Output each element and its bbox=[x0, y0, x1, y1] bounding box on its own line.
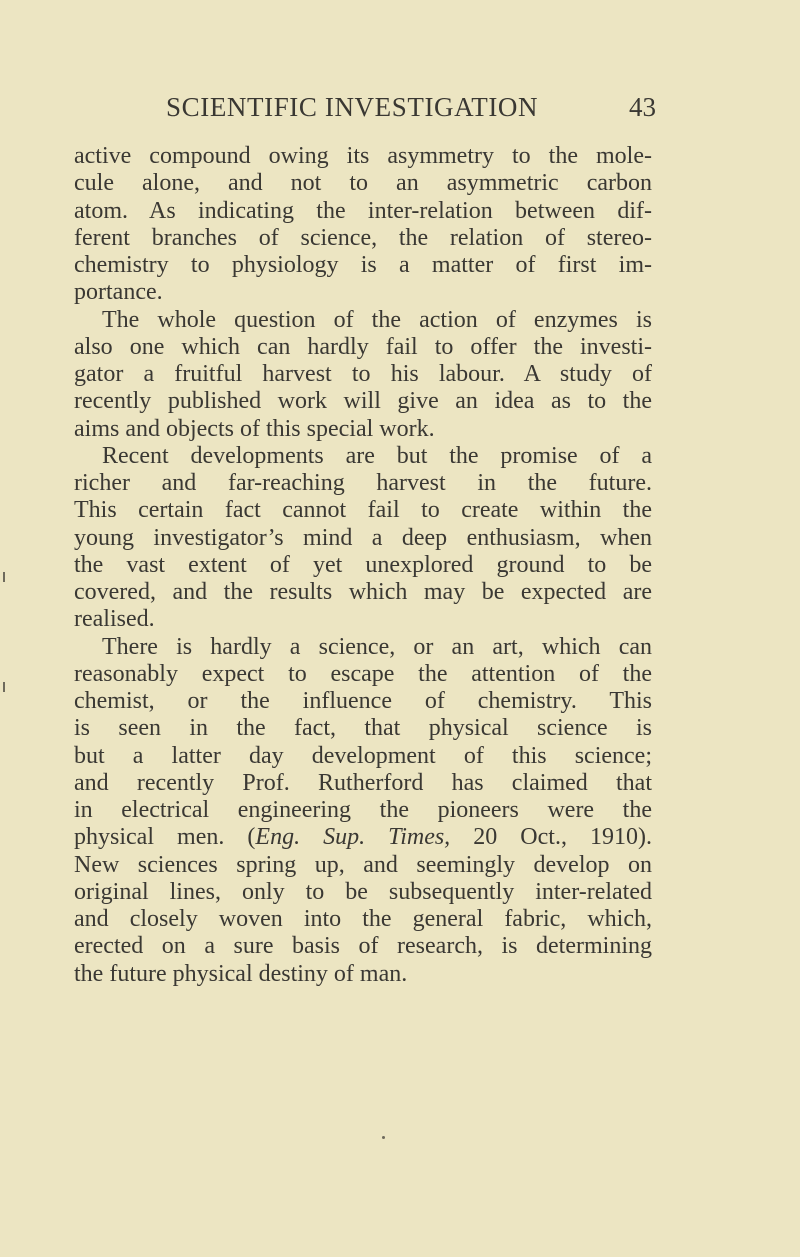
text-line: gator a fruitful harvest to his labour. A study of bbox=[74, 361, 652, 387]
citation-text-before: physical men. ( bbox=[74, 824, 256, 851]
body-text bbox=[74, 143, 652, 988]
text-line: young investigator’s mind a deep enthusiasm, when bbox=[74, 524, 652, 551]
paragraph-start-line: The whole question of the action of enzymes is bbox=[102, 306, 652, 333]
paragraph-start-line: There is hardly a science, or an art, which can bbox=[102, 633, 652, 660]
paragraph-start-line: Recent developments are but the promise of a bbox=[102, 442, 652, 469]
text-line: the vast extent of yet unexplored ground to be bbox=[74, 551, 652, 578]
text-line: erected on a sure basis of research, is determining bbox=[74, 933, 652, 960]
running-title: SCIENTIFIC INVESTIGATION bbox=[166, 92, 539, 122]
text-line: atom. As indicating the inter-relation between dif- bbox=[74, 197, 652, 224]
citation-journal: Eng. Sup. Times, bbox=[255, 824, 451, 851]
margin-mark bbox=[3, 572, 5, 582]
text-line: New sciences spring up, and seemingly develop on bbox=[74, 851, 652, 878]
text-line: recently published work will give an idea as to the bbox=[74, 388, 652, 415]
page-number: 43 bbox=[629, 92, 656, 122]
page-header bbox=[166, 92, 656, 128]
text-line: in electrical engineering the pioneers were the bbox=[74, 797, 652, 823]
text-line: aims and objects of this special work. bbox=[74, 415, 435, 442]
text-line: richer and far-reaching harvest in the future. bbox=[74, 470, 652, 496]
text-line: chemistry to physiology is a matter of first im- bbox=[74, 252, 652, 278]
text-line: covered, and the results which may be expected are bbox=[74, 579, 652, 605]
text-line: and closely woven into the general fabric, which, bbox=[74, 906, 652, 932]
text-line: but a latter day development of this science; bbox=[74, 742, 652, 769]
text-line: ferent branches of science, the relation of stereo- bbox=[74, 224, 652, 251]
text-line: the future physical destiny of man. bbox=[74, 960, 408, 987]
text-line: also one which can hardly fail to offer the investi- bbox=[74, 333, 652, 360]
citation-text-after: 20 Oct., 1910). bbox=[450, 824, 652, 851]
citation-line bbox=[74, 824, 652, 851]
text-line: portance. bbox=[74, 279, 163, 306]
text-line: and recently Prof. Rutherford has claimed that bbox=[74, 769, 652, 796]
text-line: realised. bbox=[74, 606, 155, 633]
text-line: reasonably expect to escape the attention of the bbox=[74, 660, 652, 687]
text-line: active compound owing its asymmetry to the mole- bbox=[74, 143, 652, 169]
paper-speck bbox=[382, 1136, 385, 1139]
text-line: chemist, or the influence of chemistry. This bbox=[74, 688, 652, 714]
text-line: is seen in the fact, that physical science is bbox=[74, 715, 652, 742]
text-line: This certain fact cannot fail to create within the bbox=[74, 497, 652, 524]
text-line: cule alone, and not to an asymmetric carbon bbox=[74, 170, 652, 197]
margin-mark bbox=[3, 682, 5, 692]
text-line: original lines, only to be subsequently inter-related bbox=[74, 878, 652, 905]
